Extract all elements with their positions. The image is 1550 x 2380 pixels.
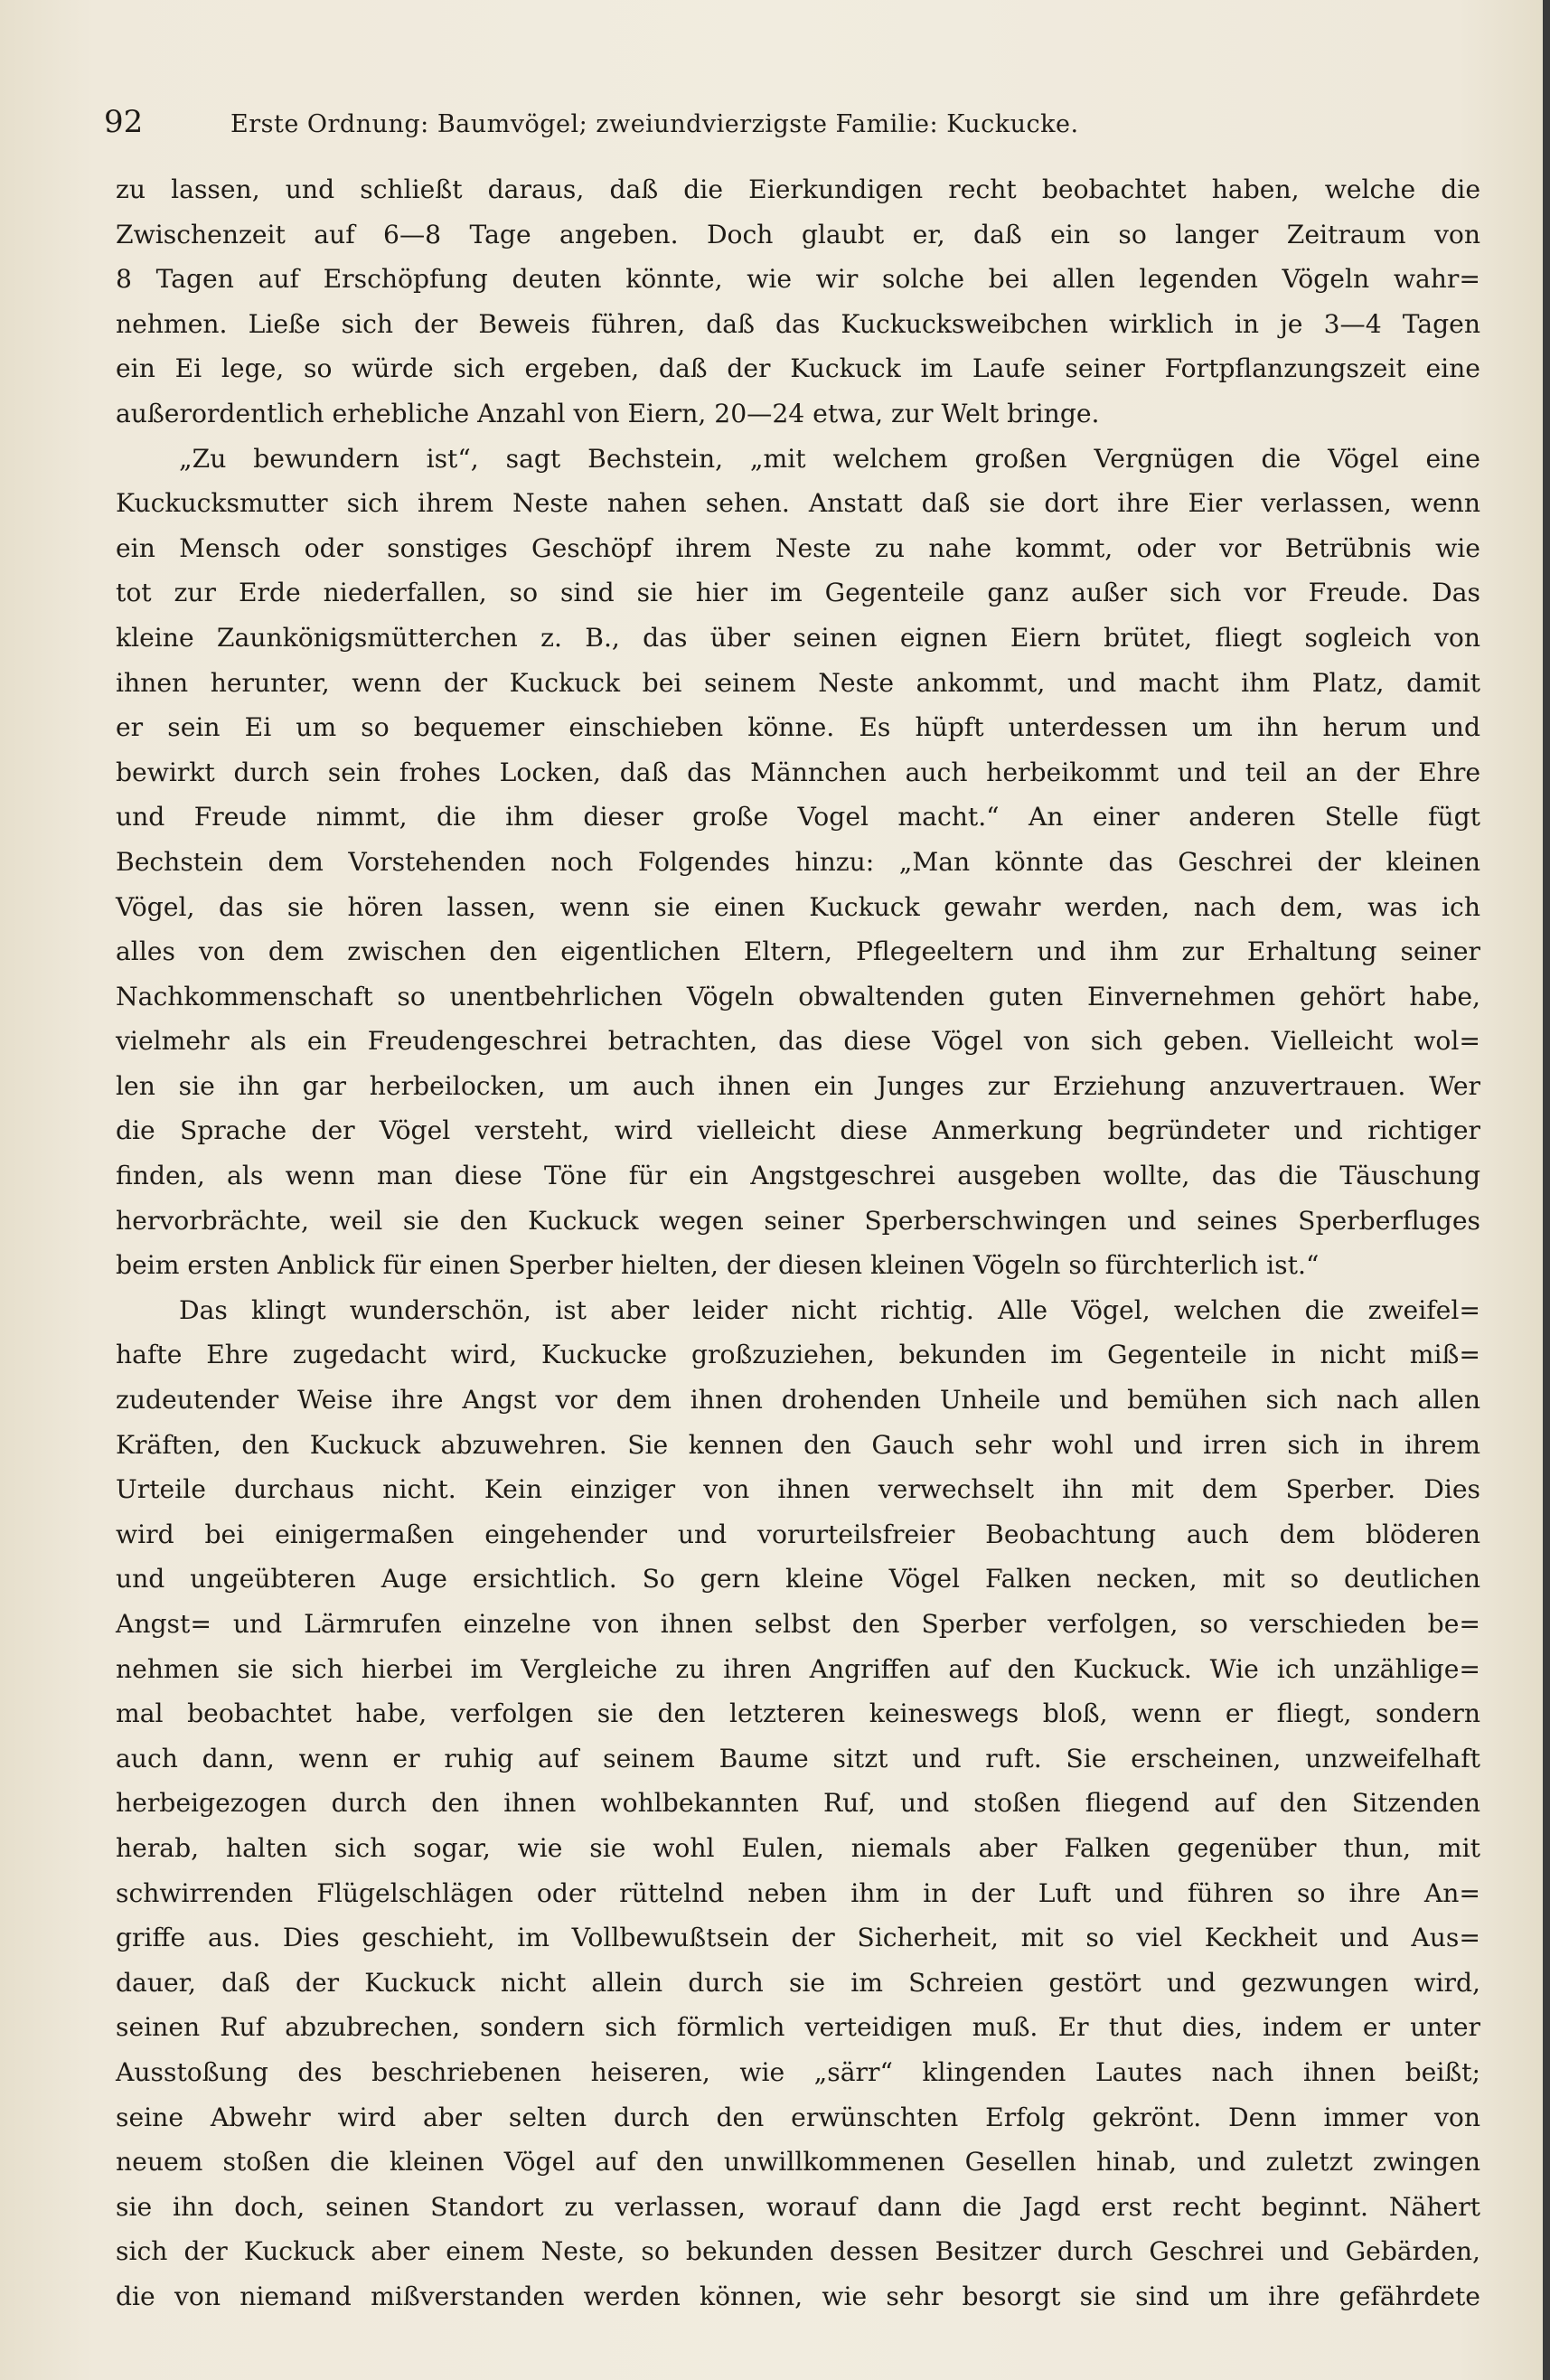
text-line: außerordentlich erhebliche Anzahl von Eiern, 20—24 etwa, zur Welt bringe. bbox=[116, 398, 1100, 428]
text-line: wird bei einigermaßen eingehender und vorurteilsfreier Beobachtung auch dem blöderen bbox=[116, 1519, 1480, 1549]
text-line: mal beobachtet habe, verfolgen sie den letzteren keineswegs bloß, wenn er fliegt, sondern bbox=[116, 1698, 1480, 1729]
text-line: hervorbrächte, weil sie den Kuckuck wegen seiner Sperberschwingen und seines Sperberfluges bbox=[116, 1205, 1480, 1236]
text-line: herbeigezogen durch den ihnen wohlbekannten Ruf, und stoßen fliegend auf den Sitzenden bbox=[116, 1788, 1480, 1819]
text-line: Vögel, das sie hören lassen, wenn sie einen Kuckuck gewahr werden, nach dem, was ich bbox=[116, 891, 1480, 922]
text-line: bewirkt durch sein frohes Locken, daß das Männchen auch herbeikommt und teil an der Ehre bbox=[116, 757, 1480, 787]
text-line: ihnen herunter, wenn der Kuckuck bei seinem Neste ankommt, und macht ihm Platz, damit bbox=[116, 667, 1480, 698]
text-line: sie ihn doch, seinen Standort zu verlassen, worauf dann die Jagd erst recht beginnt. Nähert bbox=[116, 2191, 1480, 2222]
text-line: und Freude nimmt, die ihm dieser große Vogel macht.“ An einer anderen Stelle fügt bbox=[116, 802, 1480, 833]
text-line: len sie ihn gar herbeilocken, um auch ihnen ein Junges zur Erziehung anzuvertrauen. Wer bbox=[116, 1070, 1480, 1101]
running-head: Erste Ordnung: Baumvögel; zweiundvierzigste Familie: Kuckucke. bbox=[230, 110, 1079, 138]
text-line: 8 Tagen auf Erschöpfung deuten könnte, wie wir solche bei allen legenden Vögeln wahr= bbox=[116, 264, 1480, 295]
text-line: nehmen sie sich hierbei im Vergleiche zu ihren Angriffen auf den Kuckuck. Wie ich unzählige= bbox=[116, 1653, 1480, 1684]
text-line: vielmehr als ein Freudengeschrei betrachten, das diese Vögel von sich geben. Vielleicht wol= bbox=[116, 1026, 1480, 1057]
text-line: schwirrenden Flügelschlägen oder rüttelnd neben ihm in der Luft und führen so ihre An= bbox=[116, 1877, 1480, 1908]
text-line: kleine Zaunkönigsmütterchen z. B., das über seinen eignen Eiern brütet, fliegt sogleich von bbox=[116, 622, 1480, 653]
text-line: dauer, daß der Kuckuck nicht allein durch sie im Schreien gestört und gezwungen wird, bbox=[116, 1967, 1480, 1998]
text-line: Kuckucksmutter sich ihrem Neste nahen sehen. Anstatt daß sie dort ihre Eier verlassen, wenn bbox=[116, 488, 1480, 519]
text-line: hafte Ehre zugedacht wird, Kuckucke großzuziehen, bekunden im Gegenteile in nicht miß= bbox=[116, 1340, 1480, 1370]
text-line: beim ersten Anblick für einen Sperber hielten, der diesen kleinen Vögeln so fürchterlich ist.“ bbox=[116, 1250, 1320, 1281]
text-line: Nachkommenschaft so unentbehrlichen Vögeln obwaltenden guten Einvernehmen gehört habe, bbox=[116, 981, 1480, 1011]
text-line: zu lassen, und schließt daraus, daß die Eierkundigen recht beobachtet haben, welche die bbox=[116, 174, 1480, 204]
text-line: Kräften, den Kuckuck abzuwehren. Sie kennen den Gauch sehr wohl und irren sich in ihrem bbox=[116, 1429, 1480, 1460]
text-line: finden, als wenn man diese Töne für ein Angstgeschrei ausgeben wollte, das die Täuschung bbox=[116, 1161, 1480, 1191]
text-line: nehmen. Ließe sich der Beweis führen, daß das Kuckucksweibchen wirklich in je 3—4 Tagen bbox=[116, 308, 1480, 339]
text-line: Ausstoßung des beschriebenen heiseren, wie „särr“ klingenden Lautes nach ihnen beißt; bbox=[116, 2056, 1480, 2087]
text-line: ein Mensch oder sonstiges Geschöpf ihrem Neste zu nahe kommt, oder vor Betrübnis wie bbox=[116, 532, 1480, 563]
text-line: seine Abwehr wird aber selten durch den erwünschten Erfolg gekrönt. Denn immer von bbox=[116, 2102, 1480, 2132]
text-line: griffe aus. Dies geschieht, im Vollbewußtsein der Sicherheit, mit so viel Keckheit und Aus= bbox=[116, 1923, 1480, 1953]
text-line: Zwischenzeit auf 6—8 Tage angeben. Doch glaubt er, daß ein so langer Zeitraum von bbox=[116, 219, 1480, 249]
text-line: auch dann, wenn er ruhig auf seinem Baume sitzt und ruft. Sie erscheinen, unzweifelhaft bbox=[116, 1743, 1480, 1773]
page-number: 92 bbox=[104, 104, 144, 140]
text-line: die Sprache der Vögel versteht, wird vielleicht diese Anmerkung begründeter und richtiger bbox=[116, 1115, 1480, 1146]
text-line: zudeutender Weise ihre Angst vor dem ihnen drohenden Unheile und bemühen sich nach allen bbox=[116, 1385, 1480, 1416]
text-line: herab, halten sich sogar, wie sie wohl Eulen, niemals aber Falken gegenüber thun, mit bbox=[116, 1832, 1480, 1863]
text-line: „Zu bewundern ist“, sagt Bechstein, „mit welchem großen Vergnügen die Vögel eine bbox=[179, 443, 1480, 474]
body-text bbox=[116, 167, 1480, 2319]
text-line: Bechstein dem Vorstehenden noch Folgendes hinzu: „Man könnte das Geschrei der kleinen bbox=[116, 846, 1480, 877]
text-line: und ungeübteren Auge ersichtlich. So gern kleine Vögel Falken necken, mit so deutlichen bbox=[116, 1564, 1480, 1595]
text-line: ein Ei lege, so würde sich ergeben, daß der Kuckuck im Laufe seiner Fortpflanzungszeit eine bbox=[116, 353, 1480, 384]
text-line: alles von dem zwischen den eigentlichen Eltern, Pflegeeltern und ihm zur Erhaltung seiner bbox=[116, 936, 1480, 967]
text-line: neuem stoßen die kleinen Vögel auf den unwillkommenen Gesellen hinab, und zuletzt zwingen bbox=[116, 2147, 1480, 2178]
text-line: seinen Ruf abzubrechen, sondern sich förmlich verteidigen muß. Er thut dies, indem er unter bbox=[116, 2012, 1480, 2043]
page-header bbox=[104, 104, 1478, 140]
text-line: sich der Kuckuck aber einem Neste, so bekunden dessen Besitzer durch Geschrei und Gebärden, bbox=[116, 2236, 1480, 2267]
text-line: die von niemand mißverstanden werden können, wie sehr besorgt sie sind um ihre gefährdete bbox=[116, 2281, 1480, 2311]
text-line: Urteile durchaus nicht. Kein einziger von ihnen verwechselt ihn mit dem Sperber. Dies bbox=[116, 1474, 1480, 1505]
text-line: tot zur Erde niederfallen, so sind sie hier im Gegenteile ganz außer sich vor Freude. Das bbox=[116, 578, 1480, 608]
text-line: Das klingt wunderschön, ist aber leider nicht richtig. Alle Vögel, welchen die zweifel= bbox=[179, 1294, 1480, 1325]
text-line: Angst= und Lärmrufen einzelne von ihnen selbst den Sperber verfolgen, so verschieden be= bbox=[116, 1609, 1480, 1639]
text-line: er sein Ei um so bequemer einschieben könne. Es hüpft unterdessen um ihn herum und bbox=[116, 712, 1480, 743]
